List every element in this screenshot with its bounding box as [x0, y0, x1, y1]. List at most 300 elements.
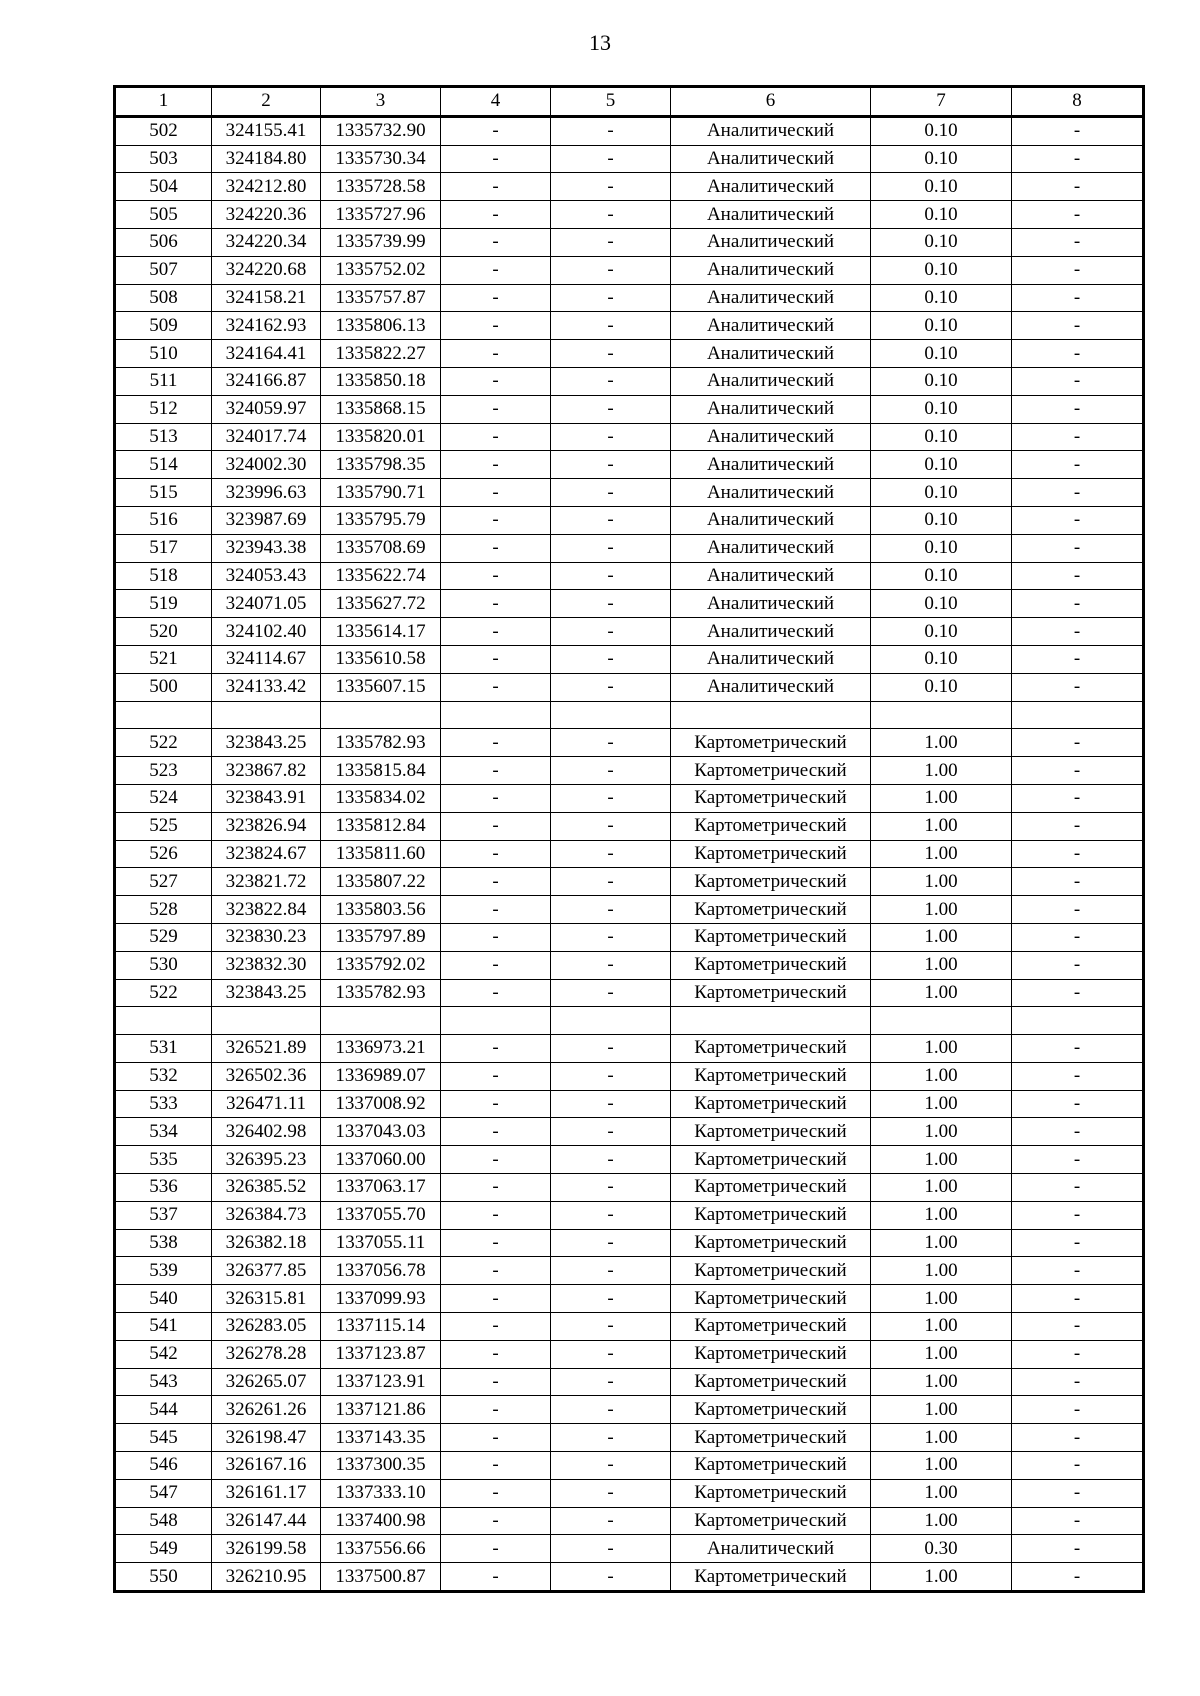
method-cell: Аналитический	[671, 201, 871, 229]
y-coordinate-cell: 1335614.17	[321, 618, 441, 646]
table-row	[115, 201, 1144, 229]
col4-cell: -	[441, 1313, 551, 1341]
col5-cell: -	[551, 312, 671, 340]
accuracy-cell: 1.00	[871, 1340, 1012, 1368]
x-coordinate-cell: 323843.91	[212, 784, 321, 812]
col5-cell: -	[551, 1340, 671, 1368]
x-coordinate-cell: 324071.05	[212, 590, 321, 618]
table-row	[115, 1174, 1144, 1202]
y-coordinate-cell: 1335812.84	[321, 812, 441, 840]
col5-cell: -	[551, 423, 671, 451]
accuracy-cell: 1.00	[871, 1507, 1012, 1535]
col8-cell: -	[1012, 340, 1144, 368]
table-row	[115, 1285, 1144, 1313]
col4-cell: -	[441, 116, 551, 145]
y-coordinate-cell: 1335811.60	[321, 840, 441, 868]
x-coordinate-cell: 324053.43	[212, 562, 321, 590]
point-number-cell: 535	[115, 1146, 212, 1174]
y-coordinate-cell: 1337060.00	[321, 1146, 441, 1174]
accuracy-cell: 1.00	[871, 1452, 1012, 1480]
col5-cell: -	[551, 1452, 671, 1480]
y-coordinate-cell: 1337500.87	[321, 1563, 441, 1592]
point-number-cell: 527	[115, 868, 212, 896]
point-number-cell: 546	[115, 1452, 212, 1480]
x-coordinate-cell: 326283.05	[212, 1313, 321, 1341]
point-number-cell: 541	[115, 1313, 212, 1341]
x-coordinate-cell: 326315.81	[212, 1285, 321, 1313]
point-number-cell: 531	[115, 1035, 212, 1063]
y-coordinate-cell	[321, 1007, 441, 1035]
method-cell: Картометрический	[671, 1424, 871, 1452]
accuracy-cell: 1.00	[871, 1479, 1012, 1507]
col5-cell	[551, 1007, 671, 1035]
col8-cell: -	[1012, 423, 1144, 451]
col8-cell: -	[1012, 1062, 1144, 1090]
col8-cell	[1012, 701, 1144, 729]
col8-cell: -	[1012, 1535, 1144, 1563]
y-coordinate-cell: 1335782.93	[321, 979, 441, 1007]
col5-cell: -	[551, 618, 671, 646]
y-coordinate-cell: 1335732.90	[321, 116, 441, 145]
accuracy-cell: 1.00	[871, 1285, 1012, 1313]
y-coordinate-cell: 1335807.22	[321, 868, 441, 896]
accuracy-cell: 1.00	[871, 1424, 1012, 1452]
col8-cell: -	[1012, 840, 1144, 868]
table-row	[115, 395, 1144, 423]
col4-cell	[441, 1007, 551, 1035]
col8-cell: -	[1012, 618, 1144, 646]
x-coordinate-cell: 326377.85	[212, 1257, 321, 1285]
col8-cell: -	[1012, 1340, 1144, 1368]
accuracy-cell: 0.10	[871, 256, 1012, 284]
point-number-cell: 510	[115, 340, 212, 368]
y-coordinate-cell: 1335708.69	[321, 534, 441, 562]
col8-cell: -	[1012, 1452, 1144, 1480]
method-cell	[671, 1007, 871, 1035]
col4-cell: -	[441, 395, 551, 423]
table-row	[115, 1424, 1144, 1452]
y-coordinate-cell: 1335798.35	[321, 451, 441, 479]
method-cell: Картометрический	[671, 1313, 871, 1341]
point-number-cell	[115, 701, 212, 729]
point-number-cell: 550	[115, 1563, 212, 1592]
col4-cell: -	[441, 340, 551, 368]
table-row	[115, 1229, 1144, 1257]
x-coordinate-cell: 326384.73	[212, 1201, 321, 1229]
col5-cell: -	[551, 256, 671, 284]
col4-cell: -	[441, 367, 551, 395]
x-coordinate-cell: 324158.21	[212, 284, 321, 312]
col8-cell: -	[1012, 1368, 1144, 1396]
col8-cell: -	[1012, 896, 1144, 924]
table-row	[115, 1479, 1144, 1507]
point-number-cell: 522	[115, 979, 212, 1007]
method-cell: Аналитический	[671, 590, 871, 618]
col5-cell: -	[551, 479, 671, 507]
accuracy-cell: 1.00	[871, 896, 1012, 924]
y-coordinate-cell: 1337121.86	[321, 1396, 441, 1424]
y-coordinate-cell: 1337123.91	[321, 1368, 441, 1396]
col4-cell: -	[441, 1452, 551, 1480]
table-row	[115, 228, 1144, 256]
x-coordinate-cell: 323987.69	[212, 506, 321, 534]
y-coordinate-cell: 1335727.96	[321, 201, 441, 229]
table-row	[115, 256, 1144, 284]
point-number-cell: 521	[115, 645, 212, 673]
col8-cell: -	[1012, 228, 1144, 256]
point-number-cell: 520	[115, 618, 212, 646]
col5-cell: -	[551, 506, 671, 534]
accuracy-cell: 1.00	[871, 1396, 1012, 1424]
table-row	[115, 479, 1144, 507]
x-coordinate-cell: 323824.67	[212, 840, 321, 868]
method-cell: Картометрический	[671, 1062, 871, 1090]
accuracy-cell: 1.00	[871, 1062, 1012, 1090]
y-coordinate-cell: 1335752.02	[321, 256, 441, 284]
point-number-cell: 524	[115, 784, 212, 812]
x-coordinate-cell: 323843.25	[212, 979, 321, 1007]
accuracy-cell: 1.00	[871, 1257, 1012, 1285]
point-number-cell: 548	[115, 1507, 212, 1535]
col5-cell: -	[551, 1035, 671, 1063]
method-cell: Аналитический	[671, 395, 871, 423]
point-number-cell: 528	[115, 896, 212, 924]
col8-cell: -	[1012, 868, 1144, 896]
accuracy-cell: 1.00	[871, 1174, 1012, 1202]
y-coordinate-cell: 1335782.93	[321, 729, 441, 757]
col4-cell: -	[441, 1340, 551, 1368]
point-number-cell: 507	[115, 256, 212, 284]
col8-cell: -	[1012, 784, 1144, 812]
table-row	[115, 312, 1144, 340]
method-cell: Картометрический	[671, 1452, 871, 1480]
method-cell: Картометрический	[671, 1396, 871, 1424]
y-coordinate-cell: 1337063.17	[321, 1174, 441, 1202]
method-cell: Аналитический	[671, 423, 871, 451]
accuracy-cell: 1.00	[871, 1229, 1012, 1257]
method-cell: Картометрический	[671, 1563, 871, 1592]
col4-cell: -	[441, 201, 551, 229]
point-number-cell: 506	[115, 228, 212, 256]
method-cell: Картометрический	[671, 1146, 871, 1174]
y-coordinate-cell: 1335868.15	[321, 395, 441, 423]
x-coordinate-cell: 323867.82	[212, 757, 321, 785]
col5-cell	[551, 701, 671, 729]
method-cell: Картометрический	[671, 757, 871, 785]
col8-cell: -	[1012, 1396, 1144, 1424]
method-cell: Картометрический	[671, 1285, 871, 1313]
column-header-5: 5	[551, 87, 671, 117]
y-coordinate-cell	[321, 701, 441, 729]
col8-cell: -	[1012, 1201, 1144, 1229]
col4-cell: -	[441, 145, 551, 173]
col4-cell: -	[441, 951, 551, 979]
method-cell: Аналитический	[671, 673, 871, 701]
x-coordinate-cell: 326198.47	[212, 1424, 321, 1452]
point-number-cell: 537	[115, 1201, 212, 1229]
method-cell: Картометрический	[671, 979, 871, 1007]
accuracy-cell: 1.00	[871, 1090, 1012, 1118]
x-coordinate-cell: 324059.97	[212, 395, 321, 423]
point-number-cell: 529	[115, 923, 212, 951]
col8-cell: -	[1012, 534, 1144, 562]
point-number-cell: 512	[115, 395, 212, 423]
method-cell: Картометрический	[671, 868, 871, 896]
accuracy-cell: 1.00	[871, 812, 1012, 840]
accuracy-cell: 0.10	[871, 618, 1012, 646]
method-cell: Картометрический	[671, 840, 871, 868]
col8-cell: -	[1012, 506, 1144, 534]
column-header-7: 7	[871, 87, 1012, 117]
y-coordinate-cell: 1337056.78	[321, 1257, 441, 1285]
col4-cell: -	[441, 1285, 551, 1313]
col4-cell: -	[441, 979, 551, 1007]
col8-cell: -	[1012, 451, 1144, 479]
table-row	[115, 173, 1144, 201]
table-row	[115, 340, 1144, 368]
col4-cell: -	[441, 840, 551, 868]
table-row	[115, 979, 1144, 1007]
method-cell: Аналитический	[671, 228, 871, 256]
col4-cell: -	[441, 1118, 551, 1146]
col5-cell: -	[551, 951, 671, 979]
y-coordinate-cell: 1335803.56	[321, 896, 441, 924]
accuracy-cell: 0.10	[871, 145, 1012, 173]
y-coordinate-cell: 1335795.79	[321, 506, 441, 534]
col8-cell: -	[1012, 979, 1144, 1007]
method-cell: Аналитический	[671, 1535, 871, 1563]
col8-cell: -	[1012, 1257, 1144, 1285]
col4-cell: -	[441, 729, 551, 757]
y-coordinate-cell: 1335850.18	[321, 367, 441, 395]
col4-cell: -	[441, 562, 551, 590]
method-cell: Аналитический	[671, 340, 871, 368]
table-body	[115, 116, 1144, 1591]
point-number-cell: 516	[115, 506, 212, 534]
col4-cell: -	[441, 479, 551, 507]
x-coordinate-cell: 324162.93	[212, 312, 321, 340]
col5-cell: -	[551, 757, 671, 785]
x-coordinate-cell: 324220.36	[212, 201, 321, 229]
col4-cell: -	[441, 1201, 551, 1229]
point-number-cell: 522	[115, 729, 212, 757]
method-cell: Аналитический	[671, 562, 871, 590]
method-cell: Аналитический	[671, 645, 871, 673]
col8-cell: -	[1012, 1146, 1144, 1174]
method-cell: Картометрический	[671, 1507, 871, 1535]
x-coordinate-cell: 326395.23	[212, 1146, 321, 1174]
column-header-8: 8	[1012, 87, 1144, 117]
accuracy-cell: 0.10	[871, 562, 1012, 590]
col5-cell: -	[551, 284, 671, 312]
col4-cell: -	[441, 673, 551, 701]
col5-cell: -	[551, 1368, 671, 1396]
col4-cell: -	[441, 1479, 551, 1507]
x-coordinate-cell: 324002.30	[212, 451, 321, 479]
col4-cell: -	[441, 256, 551, 284]
point-number-cell: 513	[115, 423, 212, 451]
table-row	[115, 590, 1144, 618]
x-coordinate-cell: 326521.89	[212, 1035, 321, 1063]
col8-cell: -	[1012, 173, 1144, 201]
table-row	[115, 284, 1144, 312]
column-header-6: 6	[671, 87, 871, 117]
accuracy-cell: 1.00	[871, 840, 1012, 868]
page-number: 13	[589, 30, 611, 55]
y-coordinate-cell: 1335730.34	[321, 145, 441, 173]
point-number-cell: 503	[115, 145, 212, 173]
y-coordinate-cell: 1335792.02	[321, 951, 441, 979]
x-coordinate-cell: 323830.23	[212, 923, 321, 951]
accuracy-cell: 1.00	[871, 784, 1012, 812]
point-number-cell: 504	[115, 173, 212, 201]
col4-cell: -	[441, 312, 551, 340]
x-coordinate-cell: 326265.07	[212, 1368, 321, 1396]
method-cell: Аналитический	[671, 256, 871, 284]
accuracy-cell	[871, 701, 1012, 729]
table-row	[115, 116, 1144, 145]
col5-cell: -	[551, 1257, 671, 1285]
col5-cell: -	[551, 1229, 671, 1257]
col8-cell: -	[1012, 1118, 1144, 1146]
x-coordinate-cell: 324220.34	[212, 228, 321, 256]
method-cell: Аналитический	[671, 618, 871, 646]
method-cell: Картометрический	[671, 1479, 871, 1507]
col4-cell	[441, 701, 551, 729]
x-coordinate-cell: 326147.44	[212, 1507, 321, 1535]
col8-cell: -	[1012, 116, 1144, 145]
method-cell: Аналитический	[671, 451, 871, 479]
point-number-cell: 533	[115, 1090, 212, 1118]
col5-cell: -	[551, 1313, 671, 1341]
accuracy-cell: 0.10	[871, 284, 1012, 312]
col5-cell: -	[551, 590, 671, 618]
col4-cell: -	[441, 506, 551, 534]
column-header-2: 2	[212, 87, 321, 117]
y-coordinate-cell: 1335627.72	[321, 590, 441, 618]
point-number-cell: 545	[115, 1424, 212, 1452]
table-row	[115, 534, 1144, 562]
point-number-cell: 544	[115, 1396, 212, 1424]
x-coordinate-cell: 326278.28	[212, 1340, 321, 1368]
column-header-4: 4	[441, 87, 551, 117]
col4-cell: -	[441, 1174, 551, 1202]
col5-cell: -	[551, 201, 671, 229]
col5-cell: -	[551, 729, 671, 757]
x-coordinate-cell: 324155.41	[212, 116, 321, 145]
table-row	[115, 145, 1144, 173]
table-row	[115, 1452, 1144, 1480]
table-row	[115, 868, 1144, 896]
point-number-cell: 519	[115, 590, 212, 618]
accuracy-cell: 1.00	[871, 951, 1012, 979]
table-row	[115, 423, 1144, 451]
y-coordinate-cell: 1337099.93	[321, 1285, 441, 1313]
col8-cell: -	[1012, 951, 1144, 979]
col5-cell: -	[551, 896, 671, 924]
table-row	[115, 812, 1144, 840]
table-row	[115, 1257, 1144, 1285]
col8-cell: -	[1012, 812, 1144, 840]
col8-cell: -	[1012, 1479, 1144, 1507]
y-coordinate-cell: 1335607.15	[321, 673, 441, 701]
col8-cell: -	[1012, 729, 1144, 757]
table-row	[115, 1201, 1144, 1229]
method-cell: Аналитический	[671, 312, 871, 340]
method-cell: Картометрический	[671, 1229, 871, 1257]
accuracy-cell: 1.00	[871, 1201, 1012, 1229]
y-coordinate-cell: 1335622.74	[321, 562, 441, 590]
table-row	[115, 951, 1144, 979]
method-cell: Картометрический	[671, 951, 871, 979]
col5-cell: -	[551, 1285, 671, 1313]
y-coordinate-cell: 1336973.21	[321, 1035, 441, 1063]
col4-cell: -	[441, 173, 551, 201]
col4-cell: -	[441, 423, 551, 451]
y-coordinate-cell: 1335739.99	[321, 228, 441, 256]
col5-cell: -	[551, 840, 671, 868]
col8-cell: -	[1012, 1035, 1144, 1063]
col4-cell: -	[441, 1507, 551, 1535]
col5-cell: -	[551, 1479, 671, 1507]
point-number-cell: 518	[115, 562, 212, 590]
y-coordinate-cell: 1337333.10	[321, 1479, 441, 1507]
col5-cell: -	[551, 1507, 671, 1535]
col8-cell: -	[1012, 673, 1144, 701]
col8-cell: -	[1012, 367, 1144, 395]
x-coordinate-cell: 324017.74	[212, 423, 321, 451]
y-coordinate-cell: 1337143.35	[321, 1424, 441, 1452]
method-cell: Картометрический	[671, 1090, 871, 1118]
x-coordinate-cell: 326502.36	[212, 1062, 321, 1090]
accuracy-cell: 1.00	[871, 757, 1012, 785]
accuracy-cell: 0.10	[871, 534, 1012, 562]
point-number-cell: 500	[115, 673, 212, 701]
y-coordinate-cell: 1335610.58	[321, 645, 441, 673]
col8-cell: -	[1012, 1090, 1144, 1118]
x-coordinate-cell: 326471.11	[212, 1090, 321, 1118]
col4-cell: -	[441, 1424, 551, 1452]
col5-cell: -	[551, 116, 671, 145]
accuracy-cell: 0.30	[871, 1535, 1012, 1563]
col5-cell: -	[551, 1563, 671, 1592]
col8-cell: -	[1012, 562, 1144, 590]
point-number-cell: 543	[115, 1368, 212, 1396]
accuracy-cell: 1.00	[871, 729, 1012, 757]
col8-cell: -	[1012, 1424, 1144, 1452]
col8-cell: -	[1012, 590, 1144, 618]
point-number-cell: 542	[115, 1340, 212, 1368]
accuracy-cell: 1.00	[871, 1563, 1012, 1592]
table-row	[115, 1535, 1144, 1563]
col8-cell: -	[1012, 1174, 1144, 1202]
table-row	[115, 1340, 1144, 1368]
y-coordinate-cell: 1335815.84	[321, 757, 441, 785]
table-row	[115, 1118, 1144, 1146]
table-row	[115, 1090, 1144, 1118]
table-row	[115, 701, 1144, 729]
table-row	[115, 1313, 1144, 1341]
col5-cell: -	[551, 1174, 671, 1202]
y-coordinate-cell: 1335728.58	[321, 173, 441, 201]
accuracy-cell: 0.10	[871, 395, 1012, 423]
x-coordinate-cell: 326161.17	[212, 1479, 321, 1507]
x-coordinate-cell: 326261.26	[212, 1396, 321, 1424]
point-number-cell: 514	[115, 451, 212, 479]
col4-cell: -	[441, 812, 551, 840]
col8-cell: -	[1012, 312, 1144, 340]
point-number-cell: 502	[115, 116, 212, 145]
